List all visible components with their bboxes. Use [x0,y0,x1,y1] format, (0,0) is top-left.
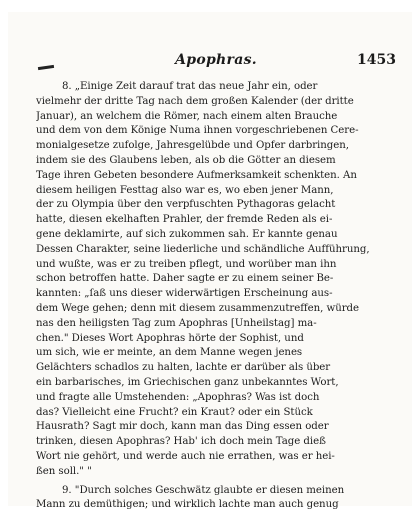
text-line: und fragte alle Umstehenden: „Apophras? Was ist doch [36,391,320,403]
text-line: und dem von dem Könige Numa ihnen vorgeschriebenen Cere- [36,125,359,137]
text-line: 8. „Einige Zeit darauf trat das neue Jahr ein, oder [62,81,318,92]
text-line: hatte, diesen ekelhaften Prahler, der fremde Reden als ei- [36,214,333,226]
body-text [36,80,402,513]
text-line: indem sie des Glaubens leben, als ob die Götter an diesem [36,154,336,166]
text-line: Wort nie gehört, und werde auch nie errathen, was er hei- [36,450,335,462]
text-line: trinken, diesen Apophras? Hab' ich doch mein Tage dieß [36,436,326,448]
text-line: Gelächters schadlos zu halten, lachte er darüber als über [36,362,331,374]
text-line: das? Vielleicht eine Frucht? ein Kraut? oder ein Stück [36,406,313,418]
text-line: nas den heiligsten Tag zum Apophras [Unheilstag] ma- [36,317,317,329]
book-page [8,12,412,511]
text-line: Januar), an welchem die Römer, nach einem alten Brauche [36,110,338,122]
text-line: diesem heiligen Festtag also war es, wo eben jener Mann, [36,184,334,196]
text-line: Mann zu demüthigen; und wirklich lachte man auch genug [36,499,339,511]
text-line: Tage ihren Gebeten besondere Aufmerksamkeit schenkten. An [36,169,357,181]
text-line: Dessen Charakter, seine liederliche und schändliche Aufführung, [36,243,370,255]
text-line: Hausrath? Sagt mir doch, kann man das Ding essen oder [36,421,329,433]
text-line: um sich, wie er meinte, an dem Manne wegen jenes [36,347,303,359]
text-line: kannten: „ſaß uns dieser widerwärtigen Erscheinung aus- [36,288,333,300]
text-line: monialgesetze zufolge, Jahresgelübde und Opfer darbringen, [36,140,349,152]
text-line: ein barbarisches, im Griechischen ganz unbekanntes Wort, [36,376,339,388]
text-line: gene deklamirte, auf sich zukommen sah. Er kannte genau [36,228,338,240]
page-title: Apophras. [175,52,257,68]
page-header [36,52,396,74]
text-line: chen." Dieses Wort Apophras hörte der Sophist, und [36,332,304,344]
text-line: dem Wege gehen; denn mit diesem zusammenzutreffen, würde [36,302,359,314]
text-line: ßen soll." " [36,465,92,477]
text-line: der zu Olympia über den verpfuschten Pythagoras gelacht [36,199,336,211]
text-line: vielmehr der dritte Tag nach dem großen Kalender (der dritte [36,95,354,107]
page-number: 1453 [357,52,396,68]
text-line: und wußte, was er zu treiben pflegt, und worüber man ihn [36,258,337,270]
text-line: 9. "Durch solches Geschwätz glaubte er diesen meinen [62,484,345,496]
text-line: schon betroffen hatte. Daher sagte er zu einem seiner Be- [36,273,334,285]
